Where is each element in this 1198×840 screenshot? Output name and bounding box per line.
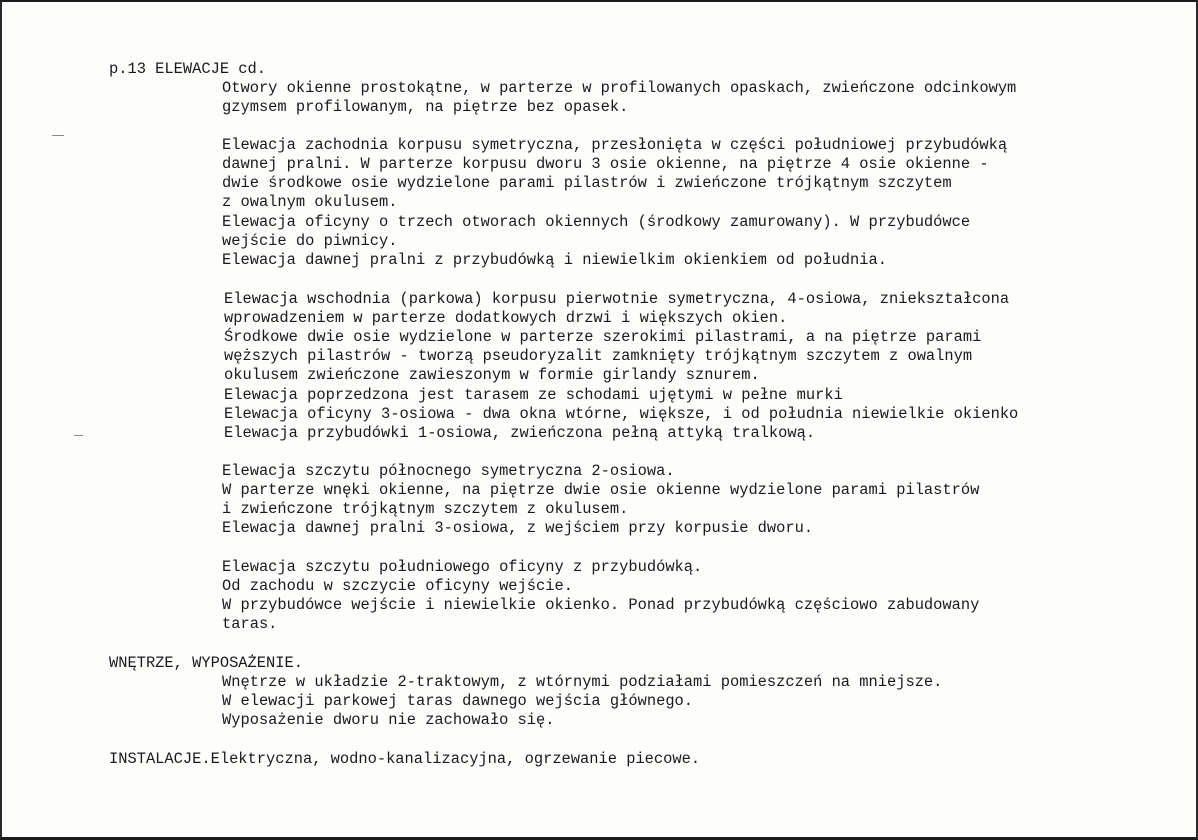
text-line: Środkowe dwie osie wydzielone w parterze szerokimi pilastrami, a na piętrze parami xyxy=(224,328,982,346)
text-line: z owalnym okulusem. xyxy=(222,193,398,211)
text-line: Od zachodu w szczycie oficyny wejście. xyxy=(222,577,573,595)
text-line: wprowadzeniem w parterze dodatkowych drzwi i większych okien. xyxy=(224,309,788,327)
text-line: Elewacja szczytu północnego symetryczna 2-osiowa. xyxy=(222,462,675,480)
text-line: okulusem zwieńczone zawieszonym w formie girlandy sznurem. xyxy=(224,366,760,384)
text-line: Elewacja poprzedzona jest tarasem ze schodami ujętymi w pełne murki xyxy=(224,386,843,404)
section-heading: WNĘTRZE, WYPOSAŻENIE. xyxy=(109,654,303,672)
section-heading: INSTALACJE.Elektryczna, wodno-kanalizacyjna, ogrzewanie piecowe. xyxy=(109,750,701,768)
text-line: węższych pilastrów - tworzą pseudoryzalit zamknięty trójkątnym szczytem z owalnym xyxy=(224,347,973,365)
scan-mark xyxy=(74,435,83,436)
text-line: Elewacja dawnej pralni z przybudówką i niewielkim okienkiem od południa. xyxy=(222,251,887,269)
text-line: Elewacja przybudówki 1-osiowa, zwieńczona pełną attyką tralkową. xyxy=(224,424,816,442)
text-line: Elewacja szczytu południowego oficyny z przybudówką. xyxy=(222,558,703,576)
text-line: W parterze wnęki okienne, na piętrze dwie osie okienne wydzielone parami pilastrów xyxy=(222,481,980,499)
scan-mark xyxy=(52,135,64,136)
text-line: W przybudówce wejście i niewielkie okienko. Ponad przybudówką częściowo zabudowany xyxy=(222,596,980,614)
text-line: taras. xyxy=(222,615,278,633)
text-line: Wyposażenie dworu nie zachowało się. xyxy=(222,711,555,729)
text-line: Wnętrze w układzie 2-traktowym, z wtórnymi podziałami pomieszczeń na mniejsze. xyxy=(222,673,943,691)
text-line: Elewacja oficyny 3-osiowa - dwa okna wtórne, większe, i od południa niewielkie okienko xyxy=(224,405,1019,423)
text-line: Elewacja zachodnia korpusu symetryczna, przesłonięta w części południowej przybudówką xyxy=(222,136,1008,154)
text-line: W elewacji parkowej taras dawnego wejścia głównego. xyxy=(222,692,694,710)
text-line: dawnej pralni. W parterze korpusu dworu 3 osie okienne, na piętrze 4 osie okienne - xyxy=(222,155,989,173)
text-line: dwie środkowe osie wydzielone parami pilastrów i zwieńczone trójkątnym szczytem xyxy=(222,174,952,192)
text-line: i zwieńczone trójkątnym szczytem z okulusem. xyxy=(222,500,629,518)
text-line: Elewacja wschodnia (parkowa) korpusu pierwotnie symetryczna, 4-osiowa, zniekształcona xyxy=(224,290,1010,308)
text-line: Elewacja dawnej pralni 3-osiowa, z wejściem przy korpusie dworu. xyxy=(222,519,814,537)
section-heading: p.13 ELEWACJE cd. xyxy=(109,60,267,78)
text-line: Elewacja oficyny o trzech otworach okiennych (środkowy zamurowany). W przybudówce xyxy=(222,213,971,231)
text-line: gzymsem profilowanym, na piętrze bez opasek. xyxy=(222,98,629,116)
text-line: Otwory okienne prostokątne, w parterze w profilowanych opaskach, zwieńczone odcinkowym xyxy=(222,79,1017,97)
text-line: wejście do piwnicy. xyxy=(222,232,398,250)
